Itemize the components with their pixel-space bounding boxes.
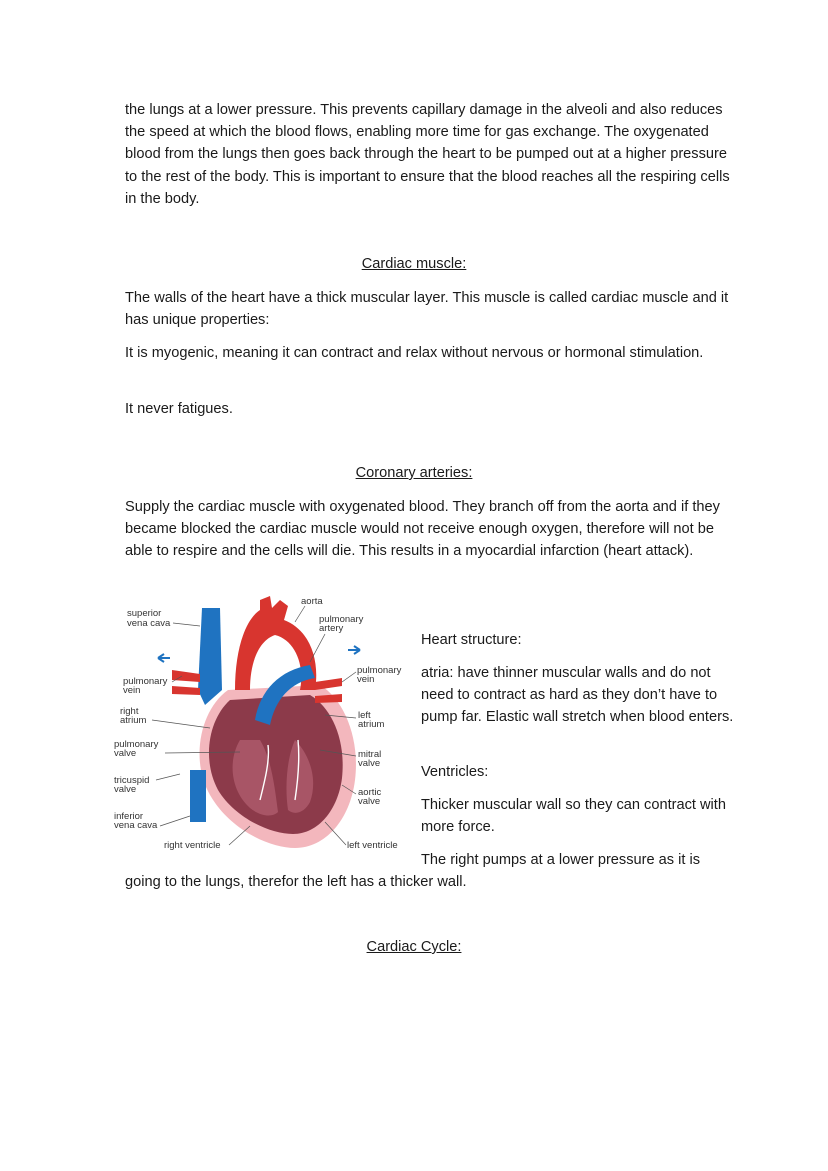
svg-text:vein: vein <box>357 674 375 685</box>
svg-text:valve: valve <box>358 796 381 807</box>
label-pulmonary-valve: pulmonary <box>114 739 159 750</box>
label-pulmonary-vein-right: pulmonary <box>357 665 402 676</box>
inferior-vena-cava <box>190 770 206 822</box>
ventricles-paragraph: Thicker muscular wall so they can contract with more force. <box>421 797 726 836</box>
intro-paragraph: the lungs at a lower pressure. This prevents capillary damage in the alveoli and also reduces the speed at which the blood flows, enabling more time for gas exchange. The oxygenated blood from the lungs then goes back through the heart to be pumped out at a higher pressure to the rest of the body. This is important to ensure that the blood reaches all the respiring cells in the body. <box>125 102 730 207</box>
right-pumps-line-1: The right pumps at a lower pressure as it is <box>421 852 701 868</box>
label-aortic-valve: aortic <box>358 787 382 798</box>
ventricles-heading: Ventricles: <box>421 764 489 780</box>
label-left-ventricle: left ventricle <box>347 840 398 851</box>
svg-text:valve: valve <box>358 758 381 769</box>
cardiac-muscle-heading: Cardiac muscle: <box>361 256 467 272</box>
cardiac-cycle-heading: Cardiac Cycle: <box>366 939 462 955</box>
label-left-atrium: left <box>358 710 371 721</box>
label-pulmonary-artery: pulmonary <box>319 614 364 625</box>
svg-text:valve: valve <box>114 748 137 759</box>
svg-text:vena cava: vena cava <box>127 618 171 629</box>
label-superior-vena-cava: superior <box>127 608 162 619</box>
right-pumps-line-2: going to the lungs, therefor the left has a thicker wall. <box>125 874 467 890</box>
coronary-arteries-heading: Coronary arteries: <box>355 465 473 481</box>
coronary-paragraph: Supply the cardiac muscle with oxygenated blood. They branch off from the aorta and if they became blocked the cardiac muscle would not receive enough oxygen, therefore will not be able to respire and the cells will die. This results in a myocardial infarction (heart attack). <box>125 499 720 560</box>
svg-text:valve: valve <box>114 784 137 795</box>
atria-paragraph: atria: have thinner muscular walls and do not need to contract as hard as they don’t have to pump far. Elastic wall stretch when blood enters. <box>421 665 734 726</box>
svg-text:vena cava: vena cava <box>114 820 158 831</box>
label-pulmonary-vein-left: pulmonary <box>123 676 168 687</box>
label-aorta: aorta <box>301 596 323 607</box>
svg-text:atrium: atrium <box>358 719 385 730</box>
svg-text:vein: vein <box>123 685 141 696</box>
heart-diagram <box>110 590 415 858</box>
label-tricuspid-valve: tricuspid <box>114 775 150 786</box>
fatigue-paragraph: It never fatigues. <box>125 401 233 417</box>
myogenic-paragraph: It is myogenic, meaning it can contract and relax without nervous or hormonal stimulation. <box>125 345 704 361</box>
svg-text:artery: artery <box>319 623 344 634</box>
label-mitral-valve: mitral <box>358 749 382 760</box>
label-right-ventricle: right ventricle <box>164 840 221 851</box>
svg-text:atrium: atrium <box>120 715 147 726</box>
cardiac-muscle-paragraph: The walls of the heart have a thick muscular layer. This muscle is called cardiac muscle and it has unique properties: <box>125 290 729 329</box>
heart-structure-heading: Heart structure: <box>421 632 522 648</box>
label-inferior-vena-cava: inferior <box>114 811 144 822</box>
label-right-atrium: right <box>120 706 139 717</box>
superior-vena-cava <box>198 608 222 705</box>
